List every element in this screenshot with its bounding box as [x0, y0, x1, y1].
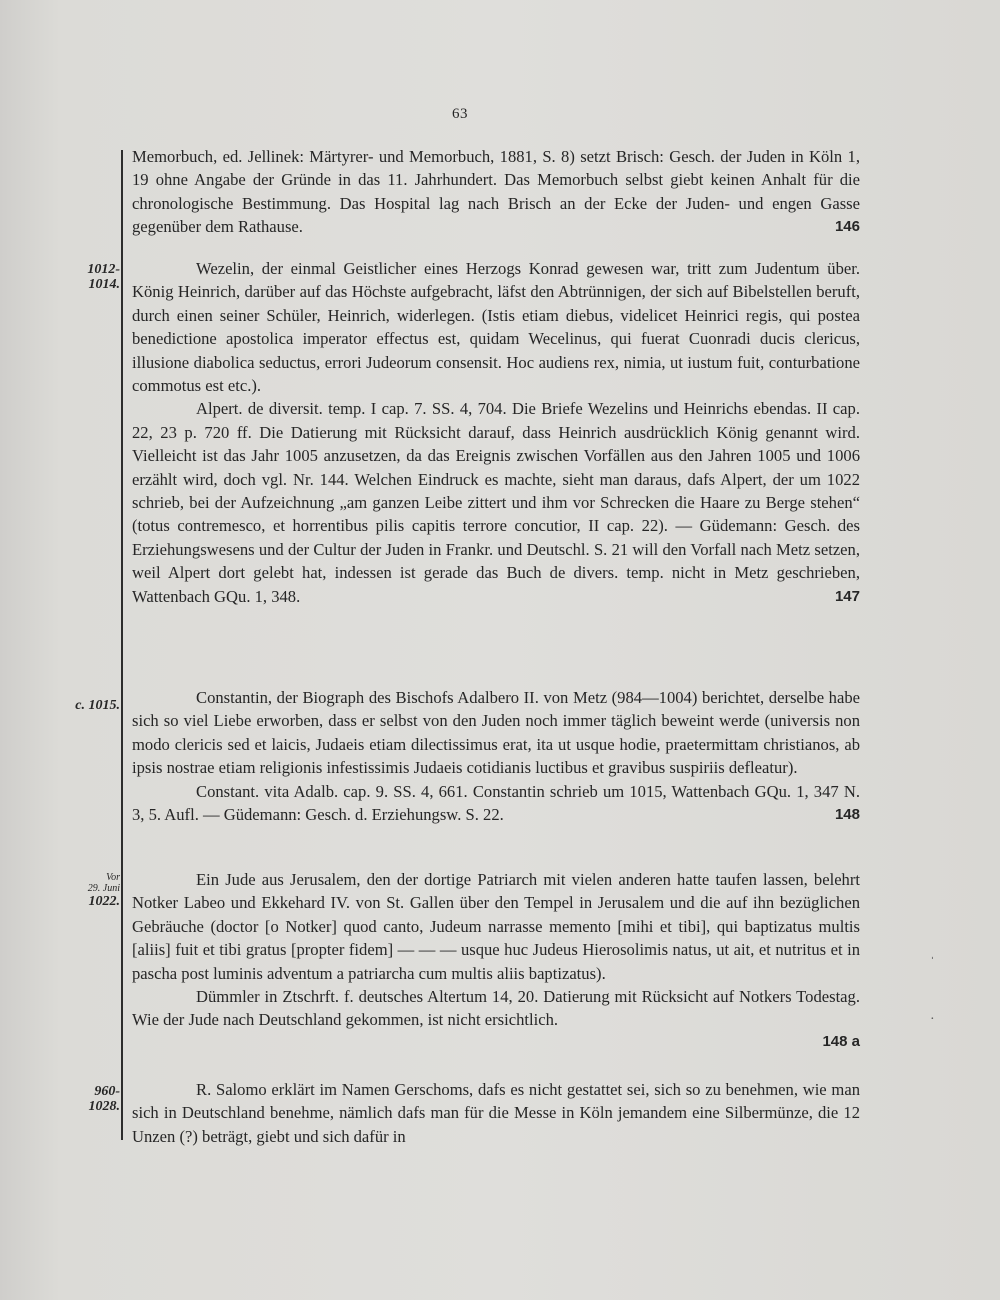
scan-mark: ˌ — [930, 945, 935, 960]
margin-date-line: 1028. — [88, 1099, 120, 1114]
margin-date-line: 1014. — [88, 277, 120, 292]
page-number: 63 — [452, 106, 468, 122]
entry-paragraph: Constantin, der Biograph des Bischofs Adalbero II. von Metz (984—1004) berichtet, derselbe habe sich so viel Liebe erworben, dass er selbst von den Juden noch immer täglich beweint werde (universis non modo clericis sed et laicis, Judaeis etiam dilectissimus erat, ita ut usque hodie, praetermittam christianos, ab ipsis nostrae etiam religionis infestissimis Judaeis cotidianis luctibus et gravibus suspiriis defleatur). — [132, 688, 860, 778]
entry-paragraph: R. Salomo erklärt im Namen Gerschoms, dafs es nicht gestattet sei, sich so zu benehmen, wie man sich in Deutschland benehme, nämlich dafs man für die Messe in Köln jemandem eine Silbermünze, die 12 Unzen (?) beträgt, giebt und sich dafür in — [132, 1080, 860, 1146]
margin-date-line: c. 1015. — [75, 698, 120, 713]
entry-number: 148 — [834, 806, 860, 824]
paragraph-text: Alpert. de diversit. temp. I cap. 7. SS. 4, 704. Die Briefe Wezelins und Heinrichs ebendas. II cap. 22, 23 p. 720 ff. Die Datierung mit Rücksicht darauf, dass Heinrich ausdrücklich König genannt wird. Vielleicht ist das Jahr 1005 anzusetzen, da das Ereignis zwischen Vorfällen aus den Jahren 1005 und 1006 erzählt wird, doch vgl. Nr. 144. Welchen Eindruck es machte, sieht man daraus, dafs Alpert, der um 1022 schrieb, bei der Aufzeichnung „am ganzen Leibe zittert und ihm vor Schrecken die Haare zu Berge stehen“ (totus contremesco, et horrentibus pilis capitis terrore concutior, II cap. 22). — Güdemann: Gesch. des Erziehungswesens und der Cultur der Juden in Frankr. und Deutschl. S. 21 will den Vorfall nach Metz setzen, weil Alpert dort gelebt hat, indessen ist gerade das Buch de divers. temp. nicht in Metz geschrieben, Wattenbach GQu. 1, 348. — [132, 399, 860, 606]
entry-148 — [132, 686, 860, 826]
margin-date-c1015 — [48, 698, 120, 713]
entry-paragraph: Ein Jude aus Jerusalem, den der dortige Patriarch mit vielen anderen hatte taufen lassen, belehrt Notker Labeo und Ekkehard IV. von St. Gallen über den Tempel in Jerusalem und die auf ihn bezüglichen Gebräuche (doctor [o Notker] quod canto, Judeum narrasse memento [mihi et tibi], qui baptizatus multis [aliis] fuit et tibi gratus [propter fidem] — — — usque huc Judeus Hierosolimis natus, ut ait, et nutritus et in pascha post luminis adventum a patriarcha cum multis aliis baptizatus). — [132, 870, 860, 983]
scan-mark: · — [930, 1012, 935, 1027]
margin-date-line: 960- — [94, 1084, 120, 1099]
entry-paragraph — [132, 145, 860, 239]
entry-149 — [132, 1078, 860, 1148]
paragraph-text: Memorbuch, ed. Jellinek: Märtyrer- und Memorbuch, 1881, S. 8) setzt Brisch: Gesch. der Juden in Köln 1, 19 ohne Angabe der Gründe in das 11. Jahrhundert. Das Memorbuch selbst giebt keinen Anhalt für die chronologische Bestimmung. Das Hospital lag nach Brisch an der Ecke der Juden- und engen Gasse gegenüber dem Rathause. — [132, 147, 860, 237]
entry-paragraph: Wezelin, der einmal Geistlicher eines Herzogs Konrad gewesen war, tritt zum Judentum über. König Heinrich, darüber auf das Höchste aufgebracht, läfst den Abtrünnigen, der sich auf Bibelstellen beruft, durch einen seiner Schüler, Heinrich, widerlegen. (Istis etiam diebus, videlicet Heinrici regis, qui postea benedictione apostolica imperator effectus est, quidam Wecelinus, qui fuerat Cuonradi ducis clericus, illusione diabolica seductus, errori Judeorum consensit. Hoc audiens rex, nimia, ut iustum fuit, conturbatione commotus est etc.). — [132, 259, 860, 396]
entry-number: 147 — [834, 587, 860, 605]
entry-reference: Dümmler in Ztschrft. f. deutsches Altertum 14, 20. Datierung mit Rücksicht auf Notkers Todestag. Wie der Jude nach Deutschland gekommen, ist nicht ersichtlich. — [132, 987, 860, 1030]
margin-date-line: 1022. — [88, 894, 120, 909]
entry-147 — [132, 257, 860, 608]
margin-date-960-1028 — [48, 1084, 120, 1114]
entry-reference — [132, 397, 860, 608]
entry-number: 148 a — [822, 1032, 860, 1050]
paragraph-text: Constant. vita Adalb. cap. 9. SS. 4, 661. Constantin schrieb um 1015, Wattenbach GQu. 1, 347 N. 3, 5. Aufl. — Güdemann: Gesch. d. Erziehungsw. S. 22. — [132, 781, 860, 825]
margin-date-line: 1012- — [87, 262, 120, 277]
entry-number: 146 — [834, 218, 860, 236]
entry-146 — [132, 145, 860, 239]
entry-reference — [132, 780, 860, 827]
entry-148a — [132, 868, 860, 1052]
margin-date-1012-1014 — [48, 262, 120, 292]
margin-date-small: Vor — [106, 872, 120, 883]
margin-date-1022 — [48, 872, 120, 909]
margin-date-small: 29. Juni — [87, 883, 120, 894]
margin-rule — [121, 150, 123, 1140]
